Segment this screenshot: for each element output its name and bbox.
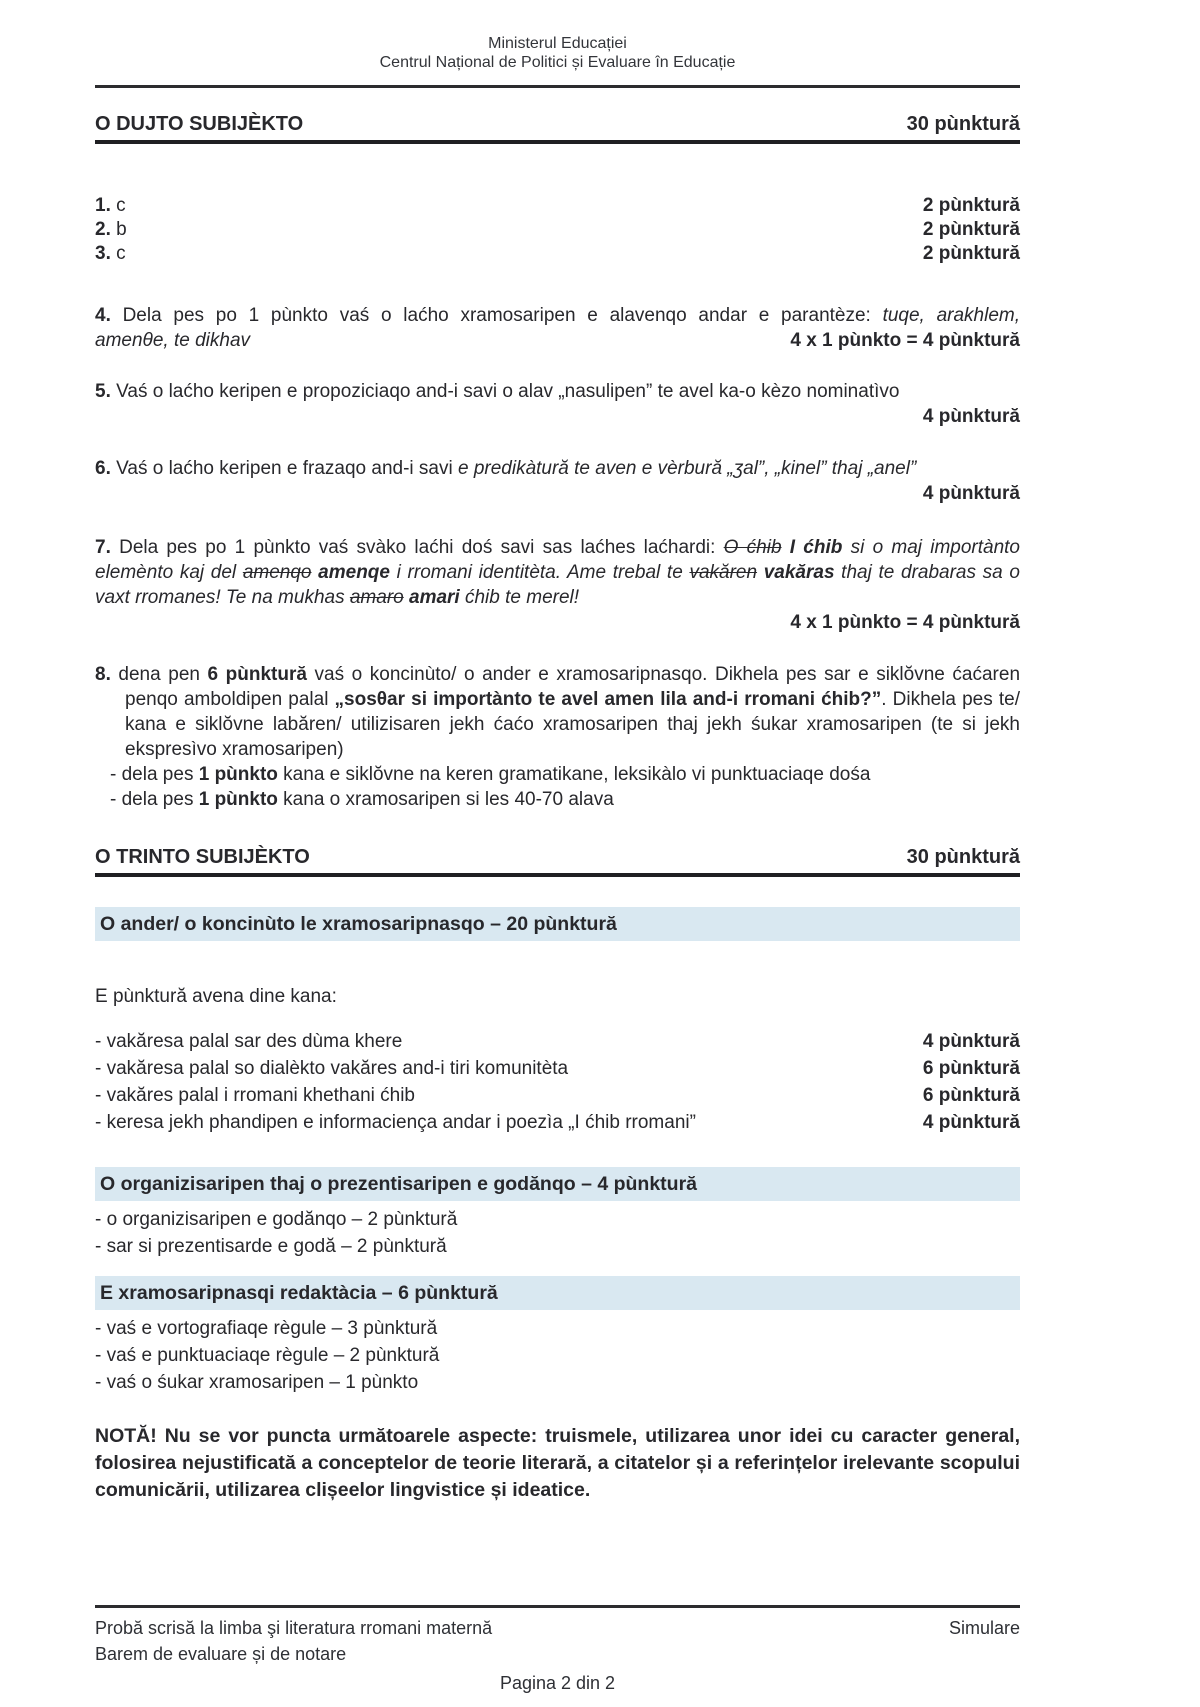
item-4-points: 4 x 1 pùnkto = 4 pùnktură (790, 330, 1020, 351)
answer-label (95, 242, 126, 266)
item-8-bullet: - dela pes 1 pùnkto kana o xramosaripen si les 40-70 alava (110, 789, 614, 810)
answer-points: 2 pùnktură (922, 195, 1020, 216)
answer-value: b (116, 219, 127, 240)
answer-row (95, 242, 1020, 266)
redaction-bullets (95, 1315, 1020, 1396)
criteria-text: - vakăresa palal sar des dùma khere (95, 1031, 403, 1052)
organization-bullet: - o organizisaripen e godănqo – 2 pùnktură (95, 1209, 458, 1230)
ministry-line-2: Centrul Național de Politici și Evaluare în Educație (379, 54, 736, 71)
rubric-item-8 (95, 662, 1020, 812)
answer-number: 1. (95, 195, 111, 216)
footer-page-indicator: Pagina 2 din 2 (499, 1673, 616, 1693)
item-5-points: 4 pùnktură (922, 406, 1020, 427)
content-criteria-list (95, 1028, 1020, 1136)
organization-bullet: - sar si prezentisarde e godă – 2 pùnktură (95, 1236, 447, 1257)
answer-label (95, 218, 127, 242)
rubric-item-4 (95, 303, 1020, 353)
footer-row (95, 1615, 1020, 1641)
item-4-line-2-text: amenθe, te dikhav (95, 330, 251, 351)
criteria-points: 6 pùnktură (922, 1058, 1020, 1079)
footer-stage-label: Simulare (948, 1618, 1020, 1638)
item-4-line-2 (95, 328, 1020, 353)
item-4-line-1: 4. Dela pes po 1 pùnkto vaś o laćho xramosaripen e alavenqo andar e parantèze: tuqe, arakhlem, (95, 305, 1020, 326)
criteria-points: 6 pùnktură (922, 1085, 1020, 1106)
page-footer (95, 1605, 1020, 1696)
answer-points: 2 pùnktură (922, 219, 1020, 240)
item-7-points: 4 x 1 pùnkto = 4 pùnktură (790, 612, 1020, 633)
answer-value: c (116, 243, 126, 264)
redaction-band: E xramosaripnasqi redaktàcia – 6 pùnktură (95, 1276, 1020, 1310)
redaction-bullet: - vaś e vortografiaqe règule – 3 pùnktură (95, 1318, 438, 1339)
criteria-row (95, 1082, 1020, 1109)
page-content (95, 0, 1020, 1504)
answer-key-list (95, 194, 1020, 266)
subject3-total-points: 30 pùnktură (906, 846, 1020, 868)
rubric-item-5 (95, 379, 1020, 429)
item-5-text: 5. Vaś o laćho keripen e propoziciaqo and-i savi o alav „nasulipen” te avel ka-o kèzo nominatìvo (95, 381, 900, 402)
item-8-bullet: - dela pes 1 pùnkto kana e siklŏvne na keren gramatikane, leksikàlo vi punktuaciaqe dośa (110, 764, 871, 785)
answer-number: 3. (95, 243, 111, 264)
subject3-title: O TRINTO SUBIJÈKTO (95, 846, 310, 868)
answer-row (95, 194, 1020, 218)
ministry-header (95, 34, 1020, 72)
organization-band: O organizisaripen thaj o prezentisaripen e godănqo – 4 pùnktură (95, 1167, 1020, 1201)
criteria-text: - vakăresa palal so dialèkto vakăres and-i tiri komunitèta (95, 1058, 569, 1079)
redaction-bullet: - vaś o śukar xramosaripen – 1 pùnkto (95, 1372, 419, 1393)
subject2-header (95, 112, 1020, 144)
rubric-item-7 (95, 535, 1020, 635)
item-6-points: 4 pùnktură (922, 483, 1020, 504)
answer-label (95, 194, 126, 218)
answer-number: 2. (95, 219, 111, 240)
content-criteria-band: O ander/ o koncinùto le xramosaripnasqo – 20 pùnktură (95, 907, 1020, 941)
organization-bullets (95, 1206, 1020, 1260)
redaction-bullet: - vaś e punktuaciaqe règule – 2 pùnktură (95, 1345, 440, 1366)
answer-row (95, 218, 1020, 242)
item-8-paragraph: 8. dena pen 6 pùnktură vaś o koncinùto/ o ander e xramosaripnasqo. Dikhela pes sar e siklŏvne ćaćaren penqo amboldipen palal „sosθar si importànto te avel amen lila and-i rromani ćhib?”. Dikhela pes te/ kana e siklŏvne labăren/ utilizisaren jekh ćaćo xramosaripen thaj jekh śukar xramosaripen (te si jekh ekspresìvo xramosaripen) (95, 664, 1021, 760)
criteria-points: 4 pùnktură (922, 1031, 1020, 1052)
ministry-line-1: Ministerul Educației (488, 35, 627, 52)
criteria-intro: E pùnktură avena dine kana: (95, 986, 337, 1007)
criteria-row (95, 1028, 1020, 1055)
answer-value: c (116, 195, 126, 216)
criteria-points: 4 pùnktură (922, 1112, 1020, 1133)
item-7-text: 7. Dela pes po 1 pùnkto vaś svàko laćhi doś savi sas laćhes laćhardi: O ćhib I ćhib si o maj importànto elemènto kaj del amenqo amenqe i rromani identitèta. Ame trebal te vakăren vakăras thaj te drabaras sa o vaxt rromanes! Te na mukhas amaro amari ćhib te merel! (95, 537, 1020, 608)
item-6-text: 6. Vaś o laćho keripen e frazaqo and-i savi e predikàtură te aven e vèrbură „ʒal”, „kinel” thaj „anel” (95, 458, 917, 479)
header-divider (95, 85, 1020, 88)
subject3-header (95, 845, 1020, 877)
footer-doc-type: Barem de evaluare și de notare (95, 1644, 347, 1664)
footer-exam-title: Probă scrisă la limba şi literatura rromani maternă (95, 1618, 493, 1638)
rubric-item-6 (95, 456, 1020, 506)
criteria-text: - keresa jekh phandipen e informaciença andar i poezìa „I ćhib rromani” (95, 1112, 696, 1133)
subject2-total-points: 30 pùnktură (906, 113, 1020, 135)
nota-paragraph: NOTĂ! Nu se vor puncta următoarele aspecte: truismele, utilizarea unor idei cu caracter general, folosirea nejustificată a conceptelor de teorie literară, a citatelor și a referințelor irelevante scopului comunicării, utilizarea clișeelor lingvistice și ideatice. (95, 1425, 1020, 1501)
criteria-text: - vakăres palal i rromani khethani ćhib (95, 1085, 415, 1106)
criteria-row (95, 1109, 1020, 1136)
criteria-row (95, 1055, 1020, 1082)
answer-points: 2 pùnktură (922, 243, 1020, 264)
subject2-title: O DUJTO SUBIJÈKTO (95, 113, 304, 135)
